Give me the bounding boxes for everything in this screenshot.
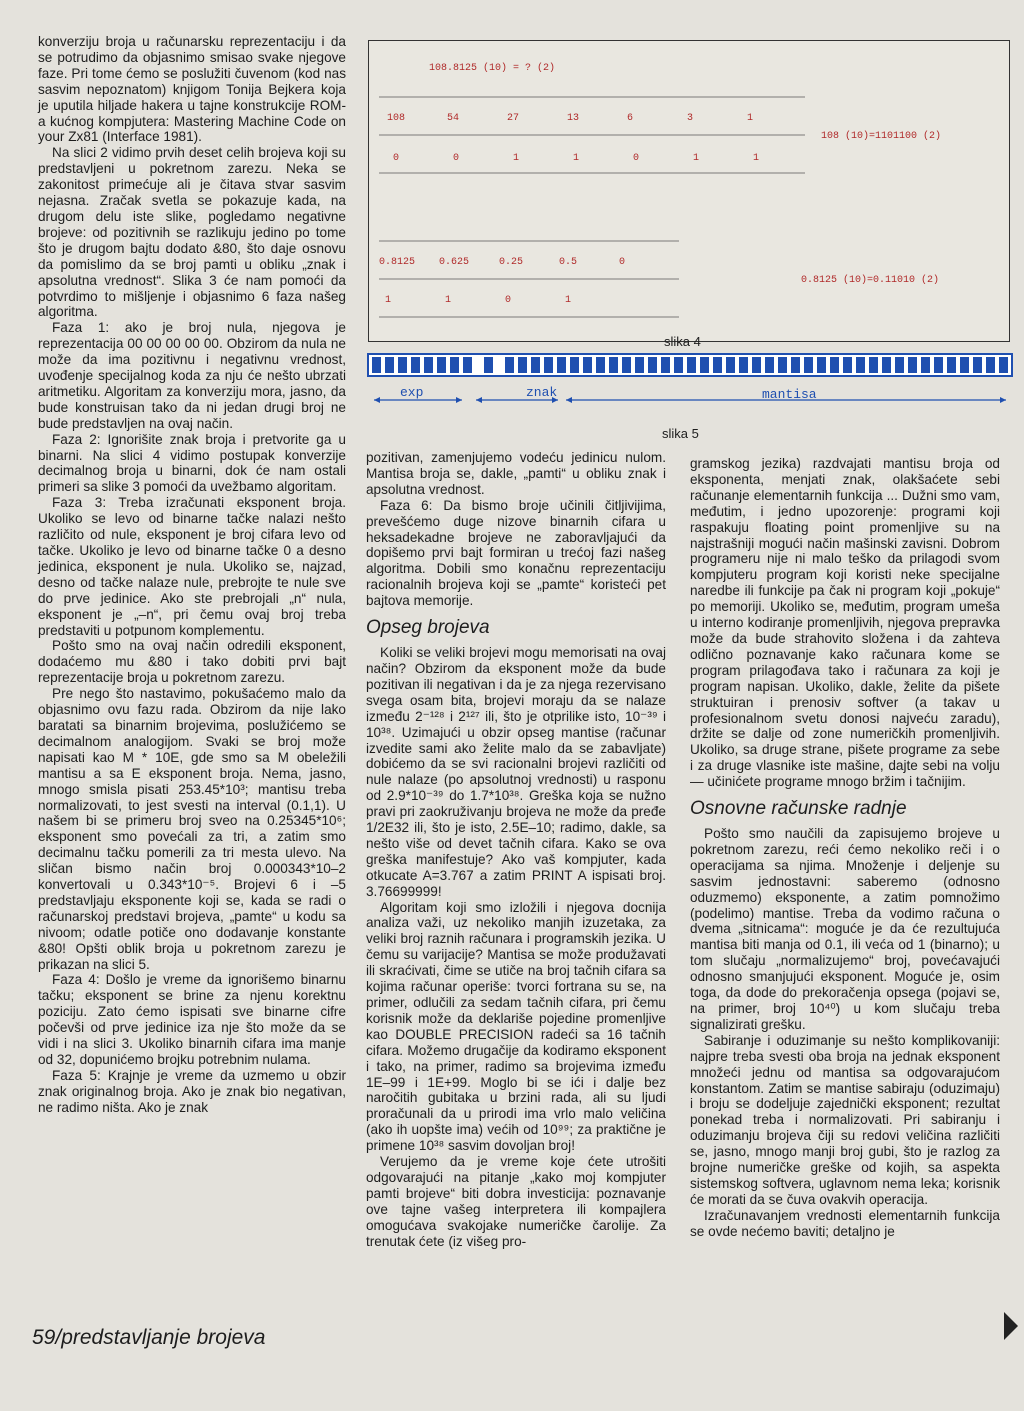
next-page-arrow-icon [1004,1312,1018,1340]
fig4-cell: 0 [619,257,626,268]
fig5-bit-cell [934,357,943,373]
page-footer-title: 59/predstavljanje brojeva [32,1326,266,1349]
fig4-bit: 0 [453,153,460,164]
fig5-bit-cell [398,357,407,373]
fig5-bit-cell [960,357,969,373]
paragraph: Pošto smo naučili da zapisujemo brojeve u pokretnom zarezu, reći ćemo nekoliko reči i o operacijama sa njima. Množenje i deljenje su sasvim jednostavni: saberemo (odnosno oduzmemo) eksponente, a zatim pomnožimo (podelimo) mantise. Treba da vodimo računa o dvema „sitnicama“: moguće je da će rezultujuća mantisa biti manja od 0.1, ili veća od 1 (binarno); u tom slučaju „normalizujemo“ broj, povećavajući odnosno smanjujući eksponent. Moguće je, osim toga, da dode do prekoračenja opsega (pojavi se, na primer, broj 10⁴⁰) u kom slučaju treba signalizirati grešku. [690,826,1000,1032]
fig4-cell: 108 [387,113,406,124]
right-column-body [690,826,1000,1240]
fig5-bit-cell [843,357,852,373]
fig5-bit-cell [778,357,787,373]
paragraph: Faza 4: Došlo je vreme da ignorišemo binarnu tačku; eksponent se brine za njenu korektnu poziciju. Zato ćemo ispisati sve binarne cifre počevši od prve jedinice iza nje što može da se vidi i na slici 3. Ukoliko binarnih cifara ima manje od 32, dopunićemo brojku potrebnim nulama. [38,972,346,1067]
paragraph: Pre nego što nastavimo, pokušaćemo malo da objasnimo ovu fazu rada. Obzirom da nije lako baratati sa binarnim brojevima, poslužićemo se decimalnom analogijom. Svaki se broj može napisati kao M * 10E, gde smo sa M obeležili mantisu a sa E eksponent broja. Nema, jasno, mnogo smisla pisati 253.45*10³; mantisu treba normalizovati, to jest svesti na interval (0.1,1). U našem bi se primeru broj sveo na 0.25345*10⁶; eksponent smo povećali za tri, a zatim smo decimalnu tačku pomerili za tri mesta ulevo. Na sličan bismo način broj 0.000343*10–2 konvertovali u 0.343*10⁻⁵. Brojevi 6 i –5 predstavljaju eksponente koji se, kada se radi o računarskoj predstavi brojeva, „pamte“ u kodu sa nivoom; odatle potiče ono dodavanje konstante &80! Opšti oblik broja u pokretnom zarezu je prikazan na slici 5. [38,686,346,972]
paragraph: Sabiranje i oduzimanje su nešto komplikovaniji: najpre treba svesti oba broja na jednak eksponent množeći jednu od mantisa sa odgovarajućom konstantom. Zatim se mantise sabiraju (oduzimaju) i broju se dodeljuje zajednički eksponent; rezultat ponekad treba i normalizovati. Pri sabiranju i oduzimanju brojeva čiji su redovi veličina različiti se, jasno, mnogo manji broj gubi, što je razlog za brojne numeričke greške od kojih, sa aspekta sistemskog softvera, uglavnom nema leka; korisnik će morati da se čuva ovakvih operacija. [690,1032,1000,1207]
paragraph: Verujemo da je vreme koje ćete utrošiti odgovarajući na pitanje „kako moj kompjuter pamti brojeve“ biti dobra investicija: poznavanje ove tajne vašeg interpretera ili kompajlera omogućava svakojake numeričke čarolije. Za trenutak ćete (iz višeg pro- [366,1154,666,1249]
fig5-bit-cell [661,357,670,373]
paragraph: Algoritam koji smo izložili i njegova docnija analiza važi, uz nekoliko manjih izuzetaka, za veliki broj raznih računara i programskih jezika. U čemu su varijacije? Mantisa se može produžavati ili skraćivati, čime se utiče na broj tačnih cifara sa kojima računar operiše: tvorci fortrana su se, na primer, odlučili za sedam tačnih cifara, pri čemu korisnik može da deklariše pojedine promenljive kao DOUBLE PRECISION radeći sa 16 tačnih cifara. Možemo drugačije da kodiramo eksponent i tako, na primer, radimo sa brojevima između 1E–99 i 1E+99. Moglo bi se ići i dalje bez naročitih gubitaka u brzini rada, ali su ljudi proračunali da u prirodi ima vrlo malo veličina (ako ih uopšte ima) većih od 10⁹⁹; za praktične je primene 10³⁸ sasvim dovoljan broj! [366,899,666,1154]
fig5-bit-cell [411,357,420,373]
paragraph: Faza 3: Treba izračunati eksponent broja. Ukoliko se levo od binarne tačke nalazi nešto različito od nule, eksponent je broj cifara levo od tačke. Ukoliko je levo od binarne tačke 0 a desno jedinica, eksponent je nula. Ukoliko se, najzad, desno od tačke nalaze nule, prebrojte te nule sve do prve jedinice. Ako ste prebrojali „n“ nula, eksponent je „–n“, pri čemu ovaj broj treba predstaviti u potpunom komplementu. [38,495,346,638]
paragraph: Faza 2: Ignorišite znak broja i pretvorite ga u binarni. Na slici 4 vidimo postupak konverzije decimalnog broja u binarni, dok će nam ostali primeri sa slike 3 pomoći da uvežbamo algoritam. [38,431,346,495]
fig4-header: 108.8125 (10) = ? (2) [429,63,556,74]
fig4-cell: 0.8125 [379,257,416,268]
fig4-bit: 1 [445,295,452,306]
fig4-cell: 54 [447,113,460,124]
fig5-bit-cell [648,357,657,373]
middle-column-body [366,645,666,1249]
fig4-bit: 1 [513,153,520,164]
fig5-bit-cell [557,357,566,373]
fig5-bit-cell [674,357,683,373]
fig4-bit: 1 [573,153,580,164]
left-column [38,34,346,1116]
paragraph: Faza 5: Krajnje je vreme da uzmemo u obzir znak originalnog broja. Ako je znak bio negativan, ne radimo ništa. Ako je znak [38,1067,346,1115]
fig5-bit-cell [986,357,995,373]
right-column-intro [690,456,1000,790]
fig5-label-mantissa: mantisa [762,387,817,402]
fig5-bit-cell [856,357,865,373]
fig4-cell: 0.5 [559,257,578,268]
middle-column [366,450,666,1250]
fig4-cell: 6 [627,113,634,124]
fig4-cell: 1 [747,113,754,124]
fig5-bit-cell [463,357,472,373]
fig4-top-result: 108 (10)=1101100 (2) [821,131,942,142]
fig4-cell: 0.625 [439,257,470,268]
fig5-bit-cell [622,357,631,373]
fig4-bit: 0 [633,153,640,164]
figure-4-caption: slika 4 [664,334,701,349]
fig4-cell: 27 [507,113,520,124]
fig5-bit-cell [385,357,394,373]
fig4-cell: 3 [687,113,694,124]
fig5-bit-cell [882,357,891,373]
paragraph: Pošto smo na ovaj način odredili eksponent, dodaćemo mu &80 i tako dobiti prvi bajt reprezentacije broja u pokretnom zarezu. [38,638,346,686]
fig5-bit-cell [869,357,878,373]
fig5-bit-cell [947,357,956,373]
paragraph: Koliki se veliki brojevi mogu memorisati na ovaj način? Obzirom da eksponent može da bude pozitivan ili negativan i da je za njega rezervisano svega osam bita, brojevi moraju da se nalaze između 2⁻¹²⁸ i 2¹²⁷ ili, što je otprilike isto, 10⁻³⁹ i 10³⁸. Uzimajući u obzir opseg mantise (računar izvedite sami ako želite malo da se zabavljate) dobićemo da se svi racionalni brojevi različiti od nule nalaze (po apsolutnoj vrednosti) u rasponu od 2.9*10⁻³⁹ do 1.7*10³⁸. Greška koja se nužno pravi pri zaokruživanju brojeva ne može da pređe 1/2E32 ili, što je isto, 2.5E–10; radimo, dakle, sa nešto više od devet tačnih cifara. Kako se ova greška manifestuje? Ako vaš kompjuter, kada otkucate A=3.767 a zatim PRINT A ispisati broj. 3.76699999! [366,645,666,899]
fig5-bit-cell [999,357,1008,373]
paragraph: Izračunavanjem vrednosti elementarnih funkcija se ovde nećemo baviti; detaljno je [690,1207,1000,1239]
fig5-bit-cell [372,357,381,373]
fig5-bit-cell [817,357,826,373]
fig5-label-sign: znak [526,385,558,400]
fig4-bit: 0 [505,295,512,306]
fig5-bit-cell [752,357,761,373]
figure-5-caption: slika 5 [662,426,699,441]
fig4-cell: 0.25 [499,257,524,268]
fig4-bit: 1 [753,153,760,164]
fig5-bit-cell [635,357,644,373]
fig5-bit-cell [908,357,917,373]
fig5-bit-cell [804,357,813,373]
fig4-bit: 1 [565,295,572,306]
fig5-bit-cell [830,357,839,373]
paragraph: konverziju broja u računarsku reprezentaciju i da se potrudimo da objasnimo smisao svake njegove faze. Pri tome ćemo se poslužiti čuvenom (kod nas sasvim nepoznatom) knjigom Tonija Bejkera koja je uputila hiljade hakera u tajne konstrukcije ROM-a kućnog kompjutera: Mastering Machine Code on your Zx81 (Interface 1981). [38,34,346,145]
fig4-grid [369,41,1009,341]
fig5-bit-cell [596,357,605,373]
fig5-label-exp: exp [400,385,424,400]
fig5-bit-cell [713,357,722,373]
fig4-bit: 1 [385,295,392,306]
middle-column-intro [366,450,666,609]
right-column [690,456,1000,1240]
fig5-bit-cell [609,357,618,373]
paragraph: gramskog jezika) razdvajati mantisu broja od eksponenta, menjati znak, olakšaćete sebi računanje elementarnih funkcija ... Dužni smo vam, međutim, i jedno upozorenje: programi koji raspakuju floating point promenljive su na najstrašniji mogući način mašinski zavisni. Dobrom programeru nije ni malo teško da prilagodi svom kompjuteru program koji koristi neke specijalne naredbe ili funkcije pa čak ni program koji „pokuje“ po memoriji. Ukoliko se, međutim, program umeša u interno kodiranje promenljivih, njegova prepravka može da bude strahovito složena i da zahteva odlično poznavanje kako računara kome se program prilagođava tako i računara za koji je program napisan. Ukoliko, dakle, želite da pišete struktuiran i prenosiv softver (a takav u profesionalnom svetu donosi najveću zaradu), držite se dalje od zone numeričkih promenljivih. Ukoliko, sa druge strane, pišete programe za sebe i za druge vlasnike iste mašine, dajte sebi na volju — učinićete programe mnogo bržim i tačnijim. [690,456,1000,790]
fig4-bit: 1 [693,153,700,164]
fig5-bit-cell [726,357,735,373]
fig5-bit-cell [700,357,709,373]
fig5-bit-cell [583,357,592,373]
fig5-bit-cell [518,357,527,373]
fig5-bit-cell [973,357,982,373]
figure-5-float-format [366,352,1014,418]
fig4-bottom-result: 0.8125 (10)=0.11010 (2) [801,275,940,286]
fig5-bit-cell [739,357,748,373]
fig5-bit-cell [531,357,540,373]
paragraph: Faza 1: ako je broj nula, njegova je reprezentacija 00 00 00 00 00. Obzirom da nula ne može da ima pozitivnu i negativnu vrednost, uvođenje specijalnog koda za nju će nešto ubrzati aritmetiku. Algoritam za konverziju mora, jasno, da bude konstruisan tako da ni jedan drugi broj ne bude predstavljen na ovaj način. [38,320,346,431]
paragraph: pozitivan, zamenjujemo vodeću jedinicu nulom. Mantisa broja se, dakle, „pamti“ u obliku znak i apsolutna vrednost. [366,450,666,497]
fig5-bit-cell [484,357,493,373]
fig5-bit-cell [895,357,904,373]
fig5-bit-cell [921,357,930,373]
section-heading-operations: Osnovne računske radnje [690,798,907,820]
fig5-bit-cell [505,357,514,373]
fig5-bit-cell [544,357,553,373]
fig5-diagram [366,352,1014,418]
fig4-bit: 0 [393,153,400,164]
fig5-bit-cell [424,357,433,373]
fig4-cell: 13 [567,113,580,124]
fig5-bit-cell [765,357,774,373]
fig5-bit-cell [791,357,800,373]
fig5-bit-cell [450,357,459,373]
fig5-bit-cell [687,357,696,373]
paragraph: Faza 6: Da bismo broje učinili čitljivijima, prevešćemo duge nizove binarnih cifara u heksadekadne brojeve ne zaboravljajući da dopišemo prvi bajt formiran u trećoj fazi našeg algoritma. Dobili smo konačnu reprezentaciju racionalnih brojeva koji se „pamte“ koristeći pet bajtova memorije. [366,497,666,609]
fig5-bit-cell [437,357,446,373]
paragraph: Na slici 2 vidimo prvih deset celih brojeva koji su predstavljeni u pokretnom zarezu. Neka se zakonitost primećuje ali je čitava stvar sasvim nejasna. Zračak svetla se pokazuje kada, na drugom delu iste slike, pogledamo negativne brojeve: od pozitivnih se razlikuju jedino po tome što je drugom bajtu dodato &80, što daje osnovu da pomislimo da se broj pamti u obliku „znak i apsolutna vrednost“. Slika 3 će nam pomoći da potvrdimo to mišljenje i objasnimo 6 faza našeg algoritma. [38,145,346,320]
section-heading-range: Opseg brojeva [366,617,490,639]
figure-4-binary-conversion [368,40,1010,342]
fig5-bit-cell [570,357,579,373]
